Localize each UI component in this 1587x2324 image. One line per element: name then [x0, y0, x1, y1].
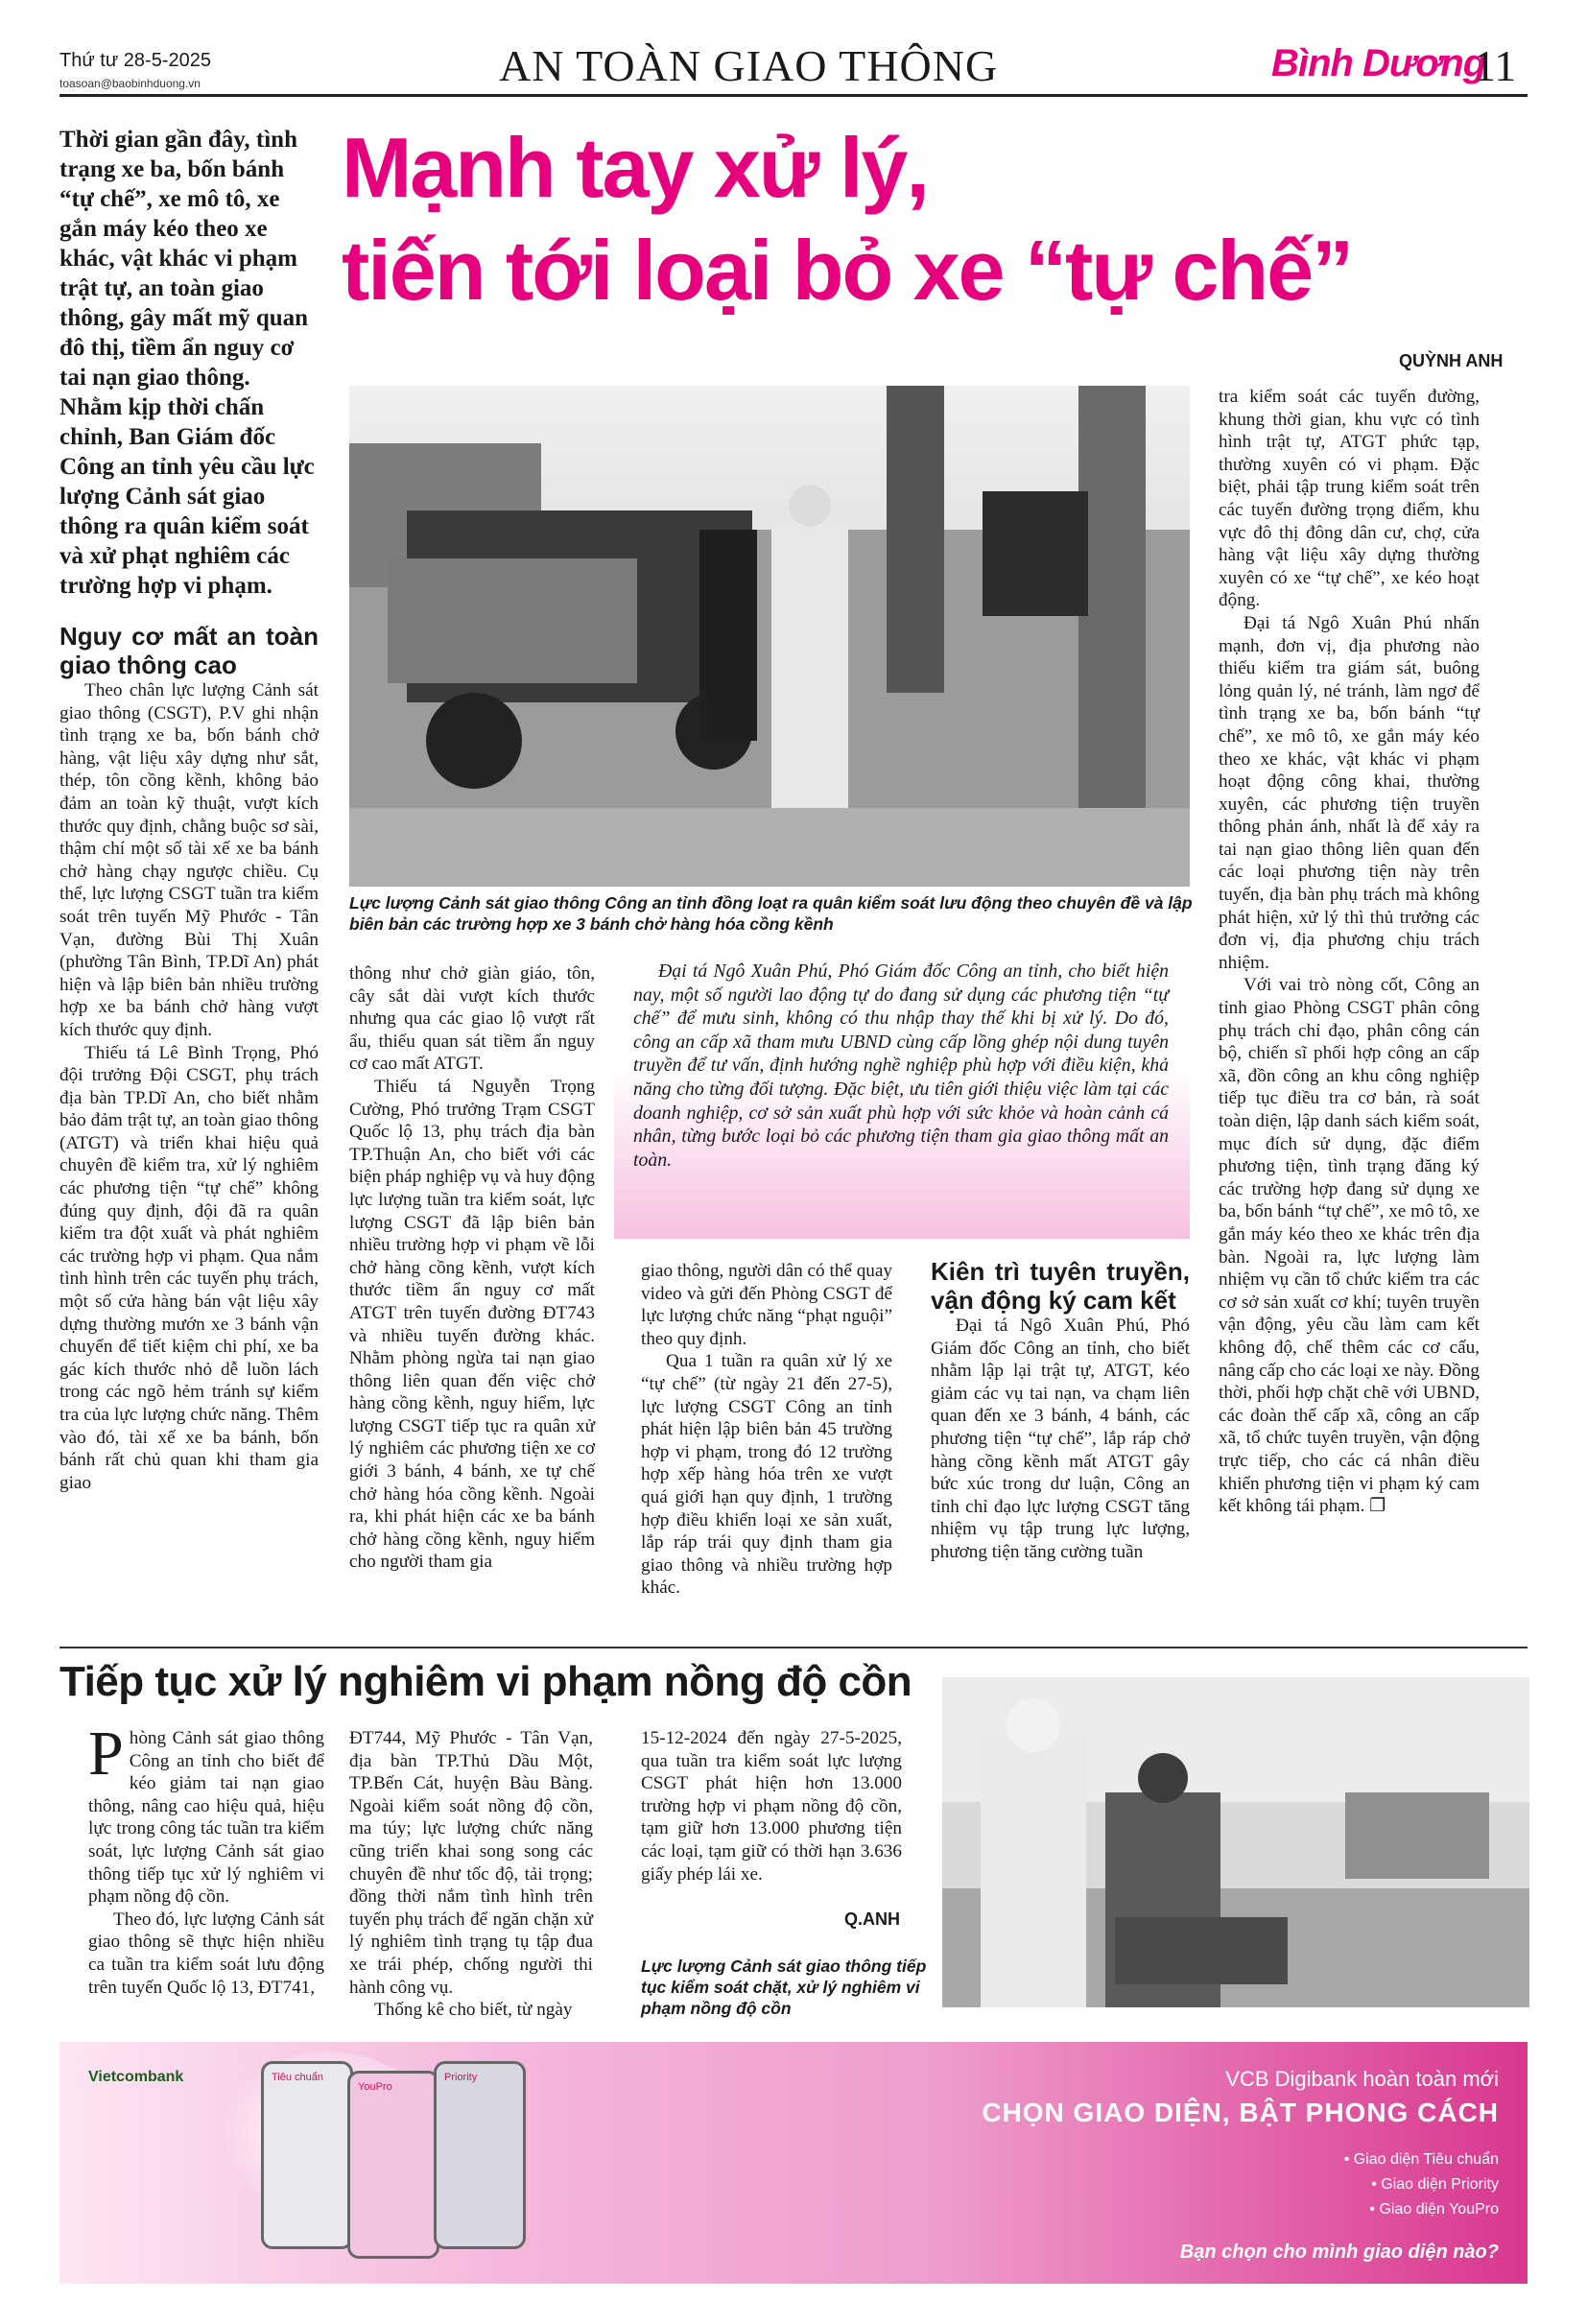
ad-headline: CHỌN GIAO DIỆN, BẬT PHONG CÁCH [982, 2098, 1499, 2127]
main-photo-illustration [349, 386, 1190, 887]
phone-mockup-2: YouPro [347, 2071, 439, 2259]
second-column-3 [641, 1727, 902, 1885]
col2-paragraph-1: thông như chở giàn giáo, tôn, cây sắt dài vượt kích thước nhưng qua các giao lộ vượt rất ẩu, thiếu quan sát tiềm ẩn nguy cơ cao mất ATGT. [349, 963, 595, 1075]
phone-mockup-3: Priority [434, 2061, 526, 2249]
col3-paragraph-2: Qua 1 tuần ra quân xử lý xe “tự chế” (từ ngày 21 đến 27-5), lực lượng CSGT Công an tỉnh phát hiện lập biên bản 45 trường hợp vi phạm, trong đó 12 trường hợp xếp hàng hóa trên xe vượt quá giới hạn quy định, 1 trường hợp điều khiển loại xe sản xuất, lắp ráp trái quy định tham gia giao thông và nhiều trường hợp khác. [641, 1351, 892, 1599]
second-column-2 [349, 1727, 593, 2022]
second-headline: Tiếp tục xử lý nghiêm vi phạm nồng độ cồn [59, 1658, 912, 1705]
brand-logo: Bình Dương [1271, 42, 1486, 84]
second-col2-paragraph-2: Thống kê cho biết, từ ngày [374, 2000, 573, 2021]
ad-bullet-list [1344, 2147, 1499, 2222]
header-rule [59, 94, 1528, 97]
col1-paragraph-2: Thiếu tá Lê Bình Trọng, Phó đội trưởng Đội CSGT, phụ trách địa bàn TP.Dĩ An, cho biết nhằm bảo đảm trật tự, an toàn giao thông (ATGT) và triển khai hiệu quả chuyên đề kiểm tra, xử lý nghiêm các phương tiện “tự chế” không đúng quy định, đội đã ra quân kiểm tra đột xuất và phát nghiêm các trường hợp vi phạm. Qua nắm tình hình trên các tuyến phụ trách, một số cửa hàng bán vật liệu xây dựng thường mướn xe 3 bánh vận chuyển để tiết kiệm chi phí, xe ba gác kích thước nhỏ dễ luồn lách trong các ngõ hẻm tránh sự kiểm tra của lực lượng chức năng. Thêm vào đó, tài xế xe ba bánh, bốn bánh rất chủ quan khi tham gia giao [59, 1042, 319, 1493]
main-photo [349, 386, 1190, 887]
ad-subheadline: VCB Digibank hoàn toàn mới [1225, 2067, 1499, 2091]
main-headline-line2: tiến tới loại bỏ xe “tự chế” [342, 223, 1353, 318]
section-title: AN TOÀN GIAO THÔNG [499, 41, 999, 90]
newsroom-email: toasoan@baobinhduong.vn [59, 77, 201, 90]
second-photo-illustration [942, 1677, 1529, 2007]
phone-mockup-1: Tiêu chuẩn [261, 2061, 353, 2249]
second-photo [942, 1677, 1529, 2007]
section-divider [59, 1647, 1528, 1648]
second-column-1 [88, 1719, 324, 1999]
lead-paragraph: Thời gian gần đây, tình trạng xe ba, bốn bánh “tự chế”, xe mô tô, xe gắn máy kéo theo xe khác, vật khác vi phạm trật tự, an toàn giao thông, gây mất mỹ quan đô thị, tiềm ẩn nguy cơ tai nạn giao thông. Nhằm kịp thời chấn chỉnh, Ban Giám đốc Công an tỉnh yêu cầu lực lượng Cảnh sát giao thông ra quân kiểm soát và xử phạt nghiêm các trường hợp vi phạm. [59, 127, 315, 599]
main-photo-caption: Lực lượng Cảnh sát giao thông Công an tỉnh đồng loạt ra quân kiểm soát lưu động theo chuyên đề và lập biên bản các trường hợp xe 3 bánh chở hàng hóa cồng kềnh [349, 893, 1193, 934]
column-1 [59, 622, 319, 1494]
col5-paragraph-3: Với vai trò nòng cốt, Công an tỉnh giao Phòng CSGT phân công phụ trách chỉ đạo, phân công cán bộ, chiến sĩ phối hợp công an cấp xã, đồn công an khu công nghiệp tiếp tục điều tra cơ bản, rà soát toàn diện, lập danh sách kiểm soát, mục đích sử dụng, đặc điểm phương tiện, tình trạng đăng ký các trường hợp đang sử dụng xe ba, bốn bánh “tự chế”, xe mô tô, xe gắn máy kéo theo xe khác trên địa bàn. Ngoài ra, lực lượng làm nhiệm vụ cần tổ chức kiểm tra các cơ sở sản xuất cơ khí; tuyên truyền vận động, yêu cầu làm cam kết không độ, chế thêm các cơ cấu, nâng cấp cho các loại xe này. Đồng thời, phối hợp chặt chẽ với UBND, các đoàn thể cấp xã, công an cấp xã, tổ chức tuyên truyền, vận động trực tiếp, cho các cá nhân điều khiển phương tiện vi phạm ký cam kết không tái phạm. ❐ [1219, 975, 1480, 1517]
second-col1-paragraph-2: Theo đó, lực lượng Cảnh sát giao thông sẽ thực hiện nhiều ca tuần tra kiểm soát lưu động trên tuyến Quốc lộ 13, ĐT741, [88, 1909, 324, 1998]
col2-paragraph-2: Thiếu tá Nguyễn Trọng Cường, Phó trưởng Trạm CSGT Quốc lộ 13, phụ trách địa bàn TP.Thuận An, cho biết với các biện pháp nghiệp vụ và huy động lực lượng tuần tra kiểm soát, lực lượng CSGT đã lập biên bản nhiều trường hợp vi phạm về lỗi chở hàng cồng kềnh, vượt kích thước tiềm ẩn nguy cơ mất ATGT trên tuyến đường ĐT743 và nhiều tuyến đường khác. Nhằm phòng ngừa tai nạn giao thông liên quan đến việc chở hàng cồng kềnh, nguy hiểm, lực lượng CSGT tiếp tục ra quân xử lý nghiêm các phương tiện xe cơ giới 3 bánh, 4 bánh, xe tự chế chở hàng hóa cồng kềnh. Ngoài ra, khi phát hiện các xe ba bánh chở hàng cồng kềnh, nguy hiểm cho người tham gia [349, 1076, 595, 1573]
col5-paragraph-2: Đại tá Ngô Xuân Phú nhấn mạnh, đơn vị, địa phương nào thiếu kiểm tra giám sát, buông lỏng quản lý, né tránh, làm ngơ để tình trạng xe ba, bốn bánh “tự chế”, xe mô tô, xe gắn máy kéo theo xe khác, vật khác vi phạm hoạt động công khai, thường xuyên, các phương tiện truyền thông phản ánh, nhất là để xảy ra tai nạn giao thông liên quan đến các loại phương tiện này trên tuyến, địa bàn phụ trách mà không phát hiện, xử lý thì thủ trưởng các đơn vị, địa phương chịu trách nhiệm. [1219, 612, 1480, 973]
column-5 [1219, 386, 1480, 1518]
subhead-persistence: Kiên trì tuyên truyền, vận động ký cam kết [931, 1257, 1190, 1315]
col3-paragraph-1: giao thông, người dân có thể quay video và gửi đến Phòng CSGT để lực lượng chức năng “phạt nguội” theo quy định. [641, 1261, 892, 1349]
col5-paragraph-1: tra kiểm soát các tuyến đường, khung thời gian, khu vực có tình hình trật tự, ATGT phức tạp, thường xuyên có vi phạm. Đặc biệt, phải tập trung kiểm soát trên các tuyến đường trọng điểm, khu vực đô thị đông dân cư, chợ, cửa hàng vật liệu xây dựng thường xuyên có xe “tự chế”, xe kéo hoạt động. [1219, 387, 1480, 611]
vcb-ad-banner[interactable] [59, 2042, 1528, 2284]
column-2 [349, 962, 595, 1574]
col1-paragraph-1: Theo chân lực lượng Cảnh sát giao thông (CSGT), P.V ghi nhận tình trạng xe ba, bốn bánh chở hàng, vật liệu xây dựng như sắt, thép, tôn cồng kềnh, không bảo đảm an toàn kỹ thuật, vượt kích thước quy định, chằng buộc sơ sài, thậm chí một số tài xế xe ba bánh chở hàng chạy ngược chiều. Cụ thể, lực lượng CSGT tuần tra kiểm soát trên tuyến Mỹ Phước - Tân Vạn, đường Bùi Thị Xuân (phường Tân Bình, TP.Dĩ An) phát hiện và lập biên bản nhiều trường hợp xe ba bánh chở hàng vượt kích thước quy định. [59, 680, 319, 1040]
second-byline: Q.ANH [844, 1909, 900, 1929]
column-4 [931, 1257, 1190, 1564]
column-3 [641, 1260, 892, 1600]
page-number: 11 [1474, 41, 1517, 90]
issue-date: Thứ tư 28-5-2025 [59, 50, 211, 71]
byline: QUỲNH ANH [1399, 351, 1504, 370]
subhead-risk: Nguy cơ mất an toàn giao thông cao [59, 622, 319, 679]
second-col3-paragraph-1: 15-12-2024 đến ngày 27-5-2025, qua tuần tra kiểm soát lực lượng CSGT phát hiện hơn 13.000 trường hợp vi phạm nồng độ cồn, tạm giữ hơn 13.000 phương tiện các loại, tạm giữ có thời hạn 3.636 giấy phép lái xe. [641, 1728, 902, 1885]
quote-text [633, 960, 1169, 1172]
second-col1-paragraph-1: hòng Cảnh sát giao thông Công an tỉnh cho biết để kéo giảm tai nạn giao thông, nâng cao hiệu quả, hiệu lực trong công tác tuần tra kiểm soát, lực lượng Cảnh sát giao thông tiếp tục xử lý nghiêm vi phạm nồng độ cồn. [88, 1728, 324, 1908]
quote-paragraph: Đại tá Ngô Xuân Phú, Phó Giám đốc Công an tỉnh, cho biết hiện nay, một số người lao động tự do đang sử dụng các phương tiện “tự chế” để mưu sinh, không có thu nhập thay thế khi bị xử lý. Do đó, công an cấp xã tham mưu UBND cùng cấp lồng ghép nội dung tuyên truyền để tư vấn, định hướng nghề nghiệp phù hợp với điều kiện, khả năng cho từng đối tượng. Đặc biệt, ưu tiên giới thiệu việc làm tại các doanh nghiệp, cơ sở sản xuất phù hợp với sức khỏe và hoàn cảnh cá nhân, từng bước loại bỏ các phương tiện tham gia giao thông mất an toàn. [633, 960, 1169, 1171]
ad-question: Bạn chọn cho mình giao diện nào? [1179, 2241, 1499, 2263]
ad-bullet-standard: • Giao diện Tiêu chuẩn [1343, 2151, 1499, 2168]
dropcap: P [88, 1719, 124, 1789]
vietcombank-logo: Vietcombank [88, 2069, 184, 2085]
second-photo-caption: Lực lượng Cảnh sát giao thông tiếp tục kiểm soát chặt, xử lý nghiêm vi phạm nồng độ cồn [641, 1956, 927, 2018]
ad-bullet-priority: • Giao diện Priority [1371, 2176, 1499, 2193]
main-headline-line1: Mạnh tay xử lý, [342, 120, 928, 215]
ad-bullet-youpro: • Giao diện YouPro [1369, 2201, 1499, 2217]
second-col2-paragraph-1: ĐT744, Mỹ Phước - Tân Vạn, địa bàn TP.Thủ Dầu Một, TP.Bến Cát, huyện Bàu Bàng. Ngoài kiểm soát nồng độ cồn, ma túy; lực lượng chức năng cũng triển khai song song các chuyên đề như tốc độ, tải trọng; đồng thời nắm tình hình trên tuyến phụ trách để ngăn chặn xử lý nghiêm tình trạng tụ tập đua xe trái phép, chống người thi hành công vụ. [349, 1728, 593, 1998]
col4-paragraph-1: Đại tá Ngô Xuân Phú, Phó Giám đốc Công an tỉnh, cho biết nhằm lập lại trật tự, ATGT, kéo giảm các vụ tai nạn, va chạm liên quan đến xe 3 bánh, 4 bánh, các phương tiện “tự chế”, lắp ráp chở hàng cồng kềnh mất ATGT gây bức xúc trong dư luận, Công an tỉnh chỉ đạo lực lượng CSGT tăng nhiệm vụ tập trung lực lượng, phương tiện tăng cường tuần [931, 1316, 1190, 1562]
